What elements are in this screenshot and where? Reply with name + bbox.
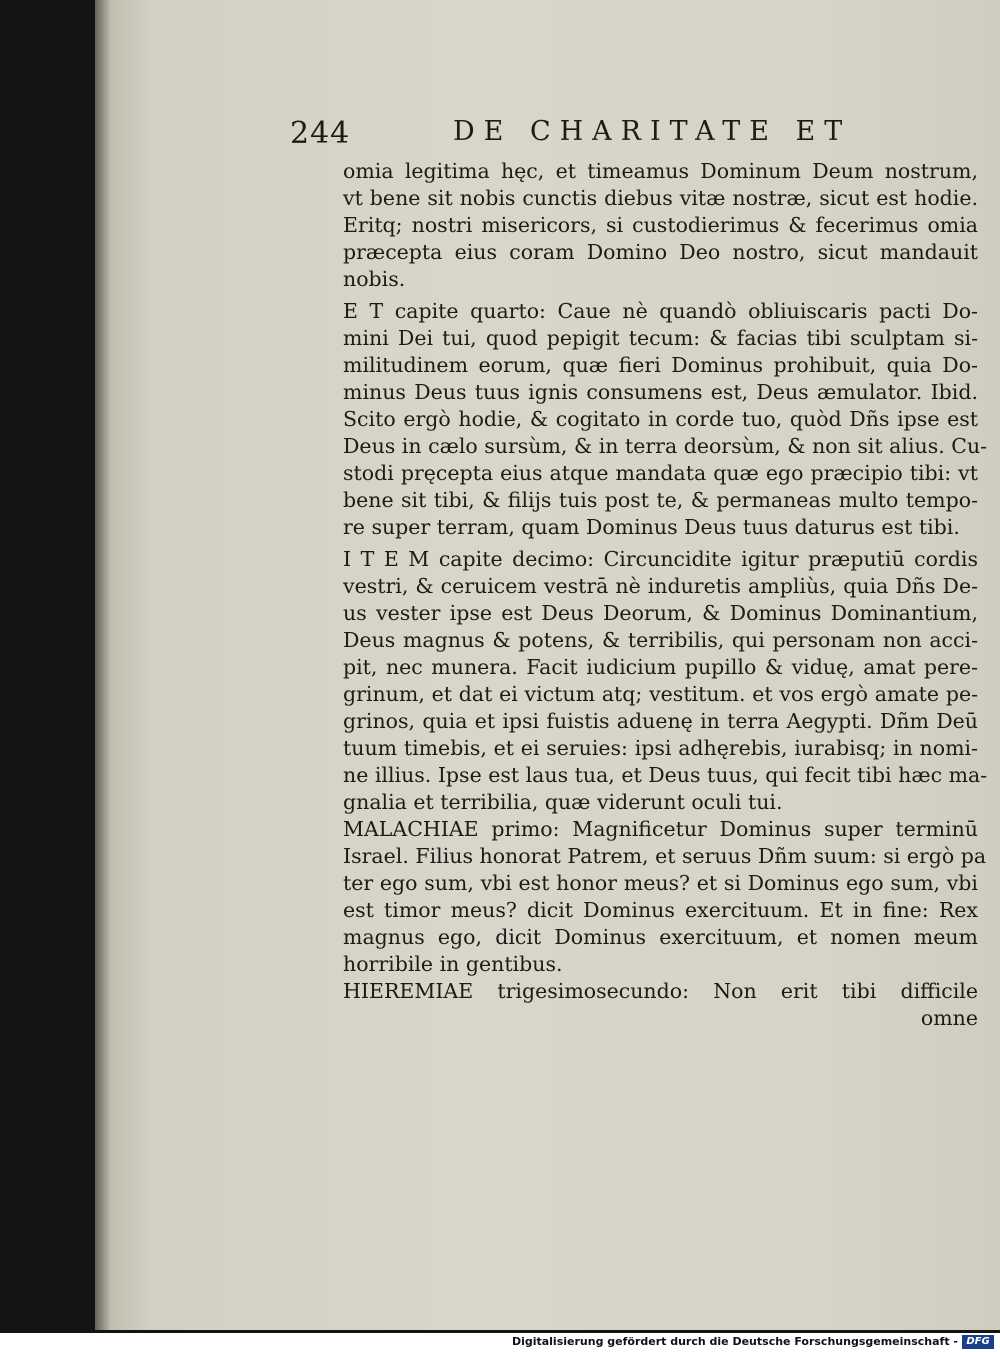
text-line: Eritq; nostri misericors, si custodierimus & fecerimus omia (343, 213, 978, 237)
text-line: re super terram, quam Dominus Deus tuus daturus est tibi. (343, 515, 960, 539)
text-line: mini Dei tui, quod pepigit tecum: & facias tibi sculptam si- (343, 326, 978, 350)
text-line: E T capite quarto: Caue nè quandò obliuiscaris pacti Do- (343, 299, 978, 323)
page-number: 244 (290, 116, 351, 151)
text-line: tuum timebis, et ei seruies: ipsi adhęrebis, iurabisq; in nomi- (343, 736, 978, 760)
text-line: gnalia et terribilia, quæ viderunt oculi tui. (343, 790, 783, 814)
running-head (0, 116, 1000, 156)
text-line: Israel. Filius honorat Patrem, et seruus Dñm suum: si ergò pa (343, 844, 987, 868)
funding-credit: Digitalisierung gefördert durch die Deutsche Forschungsgemeinschaft - (511, 1335, 958, 1348)
text-line: nobis. (343, 267, 406, 291)
text-line: Scito ergò hodie, & cogitato in corde tuo, quòd Dñs ipse est (343, 407, 978, 431)
text-line: vestri, & ceruicem vestrā nè induretis ampliùs, quia Dñs De- (343, 574, 978, 598)
text-line: ne illius. Ipse est laus tua, et Deus tuus, qui fecit tibi hæc ma- (343, 763, 988, 787)
text-line: minus Deus tuus ignis consumens est, Deus æmulator. Ibid. (343, 380, 978, 404)
catchword: omne (920, 1006, 978, 1030)
text-line: militudinem eorum, quæ fieri Dominus prohibuit, quia Do- (343, 353, 978, 377)
running-title: DE CHARITATE ET (453, 116, 852, 147)
text-line: stodi pręcepta eius atque mandata quæ ego præcipio tibi: vt (343, 461, 978, 485)
dfg-logo: DFG (962, 1335, 994, 1349)
text-line: grinum, et dat ei victum atq; vestitum. et vos ergò amate pe- (343, 682, 978, 706)
text-line: Deus magnus & potens, & terribilis, qui personam non acci- (343, 628, 978, 652)
text-line: præcepta eius coram Domino Deo nostro, sicut mandauit (343, 240, 978, 264)
text-line: vt bene sit nobis cunctis diebus vitæ nostræ, sicut est hodie. (343, 186, 978, 210)
text-line: est timor meus? dicit Dominus exercituum. Et in fine: Rex (343, 898, 978, 922)
text-line: I T E M capite decimo: Circuncidite igitur præputiū cordis (343, 547, 978, 571)
text-line: omia legitima hęc, et timeamus Dominum Deum nostrum, (343, 159, 978, 183)
text-line: horribile in gentibus. (343, 952, 563, 976)
text-line: pit, nec munera. Facit iudicium pupillo & viduę, amat pere- (343, 655, 978, 679)
text-line: HIEREMIAE trigesimosecundo: Non erit tibi difficile (343, 979, 978, 1003)
text-line: bene sit tibi, & filijs tuis post te, & permaneas multo tempo- (343, 488, 978, 512)
text-line: grinos, quia et ipsi fuistis aduenę in terra Aegypti. Dñm Deū (343, 709, 978, 733)
digitization-footer (0, 1333, 1000, 1352)
text-line: MALACHIAE primo: Magnificetur Dominus super terminū (343, 817, 978, 841)
text-line: magnus ego, dicit Dominus exercituum, et nomen meum (343, 925, 978, 949)
text-line: Deus in cælo sursùm, & in terra deorsùm, & non sit alius. Cu- (343, 434, 988, 458)
body-text (343, 158, 988, 1032)
gutter-shadow (95, 0, 111, 1330)
text-line: us vester ipse est Deus Deorum, & Dominus Dominantium, (343, 601, 978, 625)
text-line: ter ego sum, vbi est honor meus? et si Dominus ego sum, vbi (343, 871, 978, 895)
